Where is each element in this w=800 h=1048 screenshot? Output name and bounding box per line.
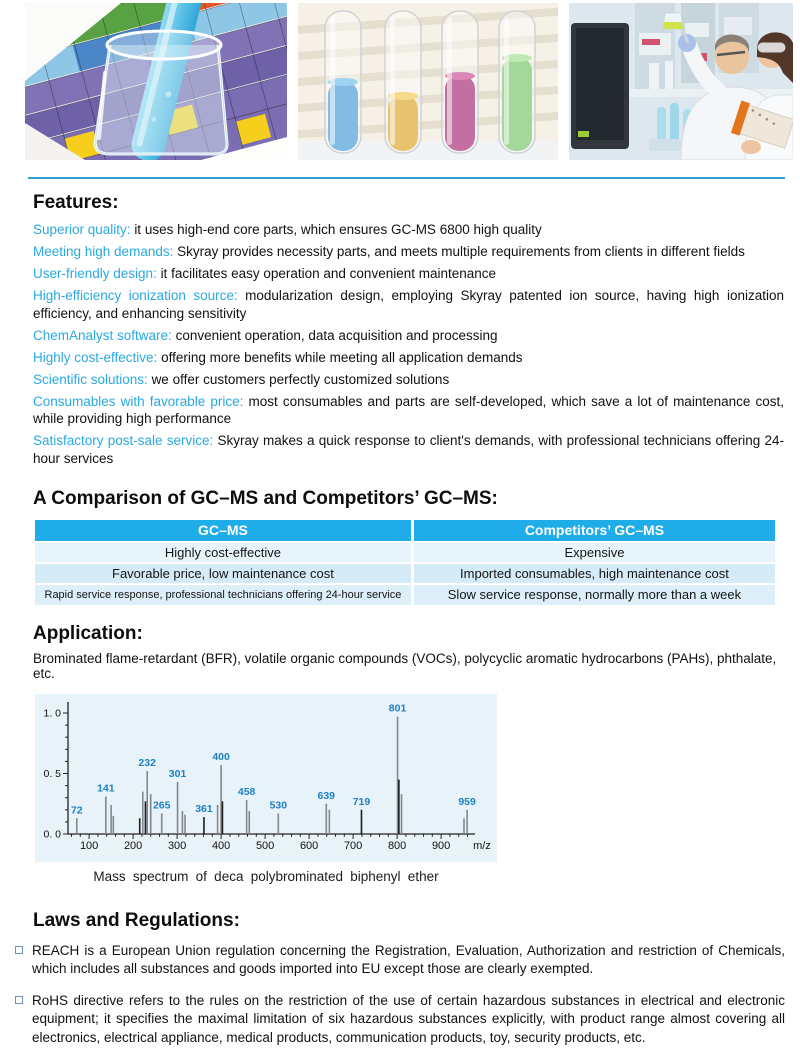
feature-item bbox=[33, 221, 784, 239]
beaker bbox=[95, 31, 227, 154]
table-cell: Imported consumables, high maintenance cost bbox=[412, 563, 775, 584]
test-tubes-illustration bbox=[298, 3, 558, 160]
feature-item bbox=[33, 243, 784, 261]
svg-text:900: 900 bbox=[431, 839, 451, 852]
table-row bbox=[35, 563, 775, 584]
svg-text:719: 719 bbox=[352, 795, 371, 808]
feature-item bbox=[33, 327, 784, 345]
square-bullet-icon bbox=[15, 946, 23, 954]
svg-text:232: 232 bbox=[138, 756, 156, 769]
svg-text:0. 0: 0. 0 bbox=[43, 828, 61, 841]
comparison-column-header: GC–MS bbox=[35, 519, 412, 542]
test-tube-blue bbox=[325, 11, 361, 153]
table-cell: Expensive bbox=[412, 542, 775, 563]
feature-text: Skyray provides necessity parts, and meets multiple requirements from clients in different fields bbox=[177, 244, 745, 260]
svg-text:959: 959 bbox=[458, 795, 476, 808]
test-tube-green bbox=[499, 11, 535, 153]
application-text: Brominated flame-retardant (BFR), volatile organic compounds (VOCs), polycyclic aromatic hydrocarbons (PAHs), phthalate, etc. bbox=[33, 650, 777, 681]
feature-label: ChemAnalyst software: bbox=[33, 327, 176, 343]
comparison-table-body bbox=[35, 542, 775, 605]
feature-text: we offer customers perfectly customized solutions bbox=[151, 371, 450, 387]
svg-text:400: 400 bbox=[211, 839, 231, 852]
feature-label: Highly cost-effective: bbox=[33, 349, 162, 365]
table-cell: Rapid service response, professional technicians offering 24-hour service bbox=[35, 584, 412, 605]
photo-strip bbox=[0, 0, 800, 160]
section-divider bbox=[28, 177, 785, 179]
comparison-table-head-row bbox=[35, 519, 775, 542]
svg-text:458: 458 bbox=[237, 785, 256, 798]
lab-scene-illustration bbox=[569, 3, 793, 160]
law-item bbox=[15, 992, 785, 1048]
law-item bbox=[15, 942, 785, 979]
feature-label: Scientific solutions: bbox=[33, 371, 152, 387]
test-tube-magenta bbox=[442, 11, 478, 153]
mass-spectrum-chart bbox=[35, 694, 497, 884]
feature-label: User-friendly design: bbox=[33, 266, 161, 282]
table-row bbox=[35, 584, 775, 605]
svg-text:530: 530 bbox=[269, 798, 288, 811]
feature-label: Satisfactory post-sale service: bbox=[33, 433, 218, 449]
feature-text: modularization design, employing Skyray patented ion source, having high ionization efficiency, and enhancing sensitivity bbox=[33, 288, 784, 321]
features-heading: Features: bbox=[33, 192, 119, 213]
svg-text:600: 600 bbox=[299, 839, 319, 852]
svg-text:361: 361 bbox=[195, 802, 213, 815]
feature-text: most consumables and parts are self-developed, which save a lot of maintenance cost, while providing high performance bbox=[33, 393, 784, 427]
svg-text:500: 500 bbox=[255, 839, 275, 852]
feature-item bbox=[33, 393, 784, 428]
table-cell: Slow service response, normally more than a week bbox=[412, 584, 775, 605]
svg-text:m/z: m/z bbox=[473, 839, 491, 852]
table-cell: Highly cost-effective bbox=[35, 542, 412, 563]
feature-text: convenient operation, data acquisition and processing bbox=[175, 327, 498, 343]
comparison-column-header: Competitors’ GC–MS bbox=[412, 519, 775, 542]
svg-text:100: 100 bbox=[79, 839, 99, 852]
svg-text:265: 265 bbox=[152, 798, 171, 811]
svg-text:200: 200 bbox=[123, 839, 143, 852]
law-text: RoHS directive refers to the rules on the restriction of the use of certain hazardous substances in electrical and electronic equipment; it specifies the maximal limitation of six hazardous substances explicitly, with product range almost covering all electronics, electrical appliance, medical products, communication products, toy, security products, etc. bbox=[32, 992, 785, 1046]
feature-item bbox=[33, 349, 784, 367]
feature-text: Skyray makes a quick response to client's demands, with professional technicians offering 24-hour services bbox=[33, 433, 784, 467]
feature-item bbox=[33, 371, 784, 389]
svg-text:0. 5: 0. 5 bbox=[43, 767, 61, 780]
table-row bbox=[35, 542, 775, 563]
svg-text:639: 639 bbox=[317, 789, 336, 802]
feature-item bbox=[33, 432, 784, 467]
beaker-periodic-table-illustration bbox=[25, 3, 287, 160]
laws-list bbox=[15, 942, 785, 1048]
svg-text:800: 800 bbox=[387, 839, 407, 852]
test-tube-yellow bbox=[385, 11, 421, 153]
photo-colored-test-tubes bbox=[298, 3, 558, 160]
photo-scientists-in-lab bbox=[569, 3, 793, 160]
monitor bbox=[571, 23, 629, 149]
feature-item bbox=[33, 287, 784, 322]
features-list bbox=[33, 221, 784, 468]
feature-label: Superior quality: bbox=[33, 222, 135, 237]
feature-label: Consumables with favorable price: bbox=[33, 393, 249, 409]
feature-label: High-efficiency ionization source: bbox=[33, 288, 246, 304]
svg-text:301: 301 bbox=[168, 767, 187, 780]
svg-text:1. 0: 1. 0 bbox=[43, 707, 61, 720]
svg-text:700: 700 bbox=[343, 839, 363, 852]
svg-text:801: 801 bbox=[388, 702, 407, 715]
laws-heading: Laws and Regulations: bbox=[33, 909, 240, 931]
svg-text:400: 400 bbox=[212, 750, 230, 763]
feature-text: it facilitates easy operation and convenient maintenance bbox=[160, 266, 497, 282]
chart-caption: Mass spectrum of deca polybrominated biphenyl ether bbox=[93, 868, 439, 884]
photo-beaker-on-periodic-table bbox=[25, 3, 287, 160]
table-cell: Favorable price, low maintenance cost bbox=[35, 563, 412, 584]
feature-label: Meeting high demands: bbox=[33, 244, 178, 260]
comparison-heading: A Comparison of GC–MS and Competitors’ GC–MS: bbox=[33, 487, 498, 509]
feature-item bbox=[33, 265, 784, 283]
mass-spectrum-svg bbox=[35, 694, 497, 862]
comparison-table bbox=[35, 518, 775, 605]
chart-panel bbox=[35, 694, 497, 862]
svg-text:141: 141 bbox=[97, 782, 115, 795]
svg-text:300: 300 bbox=[167, 839, 187, 852]
law-text: REACH is a European Union regulation concerning the Registration, Evaluation, Authorization and restriction of Chemicals, which includes all substances and goods imported into EU except those are clearly exempted. bbox=[32, 942, 785, 977]
svg-text:72: 72 bbox=[70, 803, 83, 816]
application-heading: Application: bbox=[33, 622, 143, 644]
feature-text: it uses high-end core parts, which ensures GC-MS 6800 high quality bbox=[134, 222, 542, 237]
feature-text: offering more benefits while meeting all application demands bbox=[161, 349, 523, 365]
